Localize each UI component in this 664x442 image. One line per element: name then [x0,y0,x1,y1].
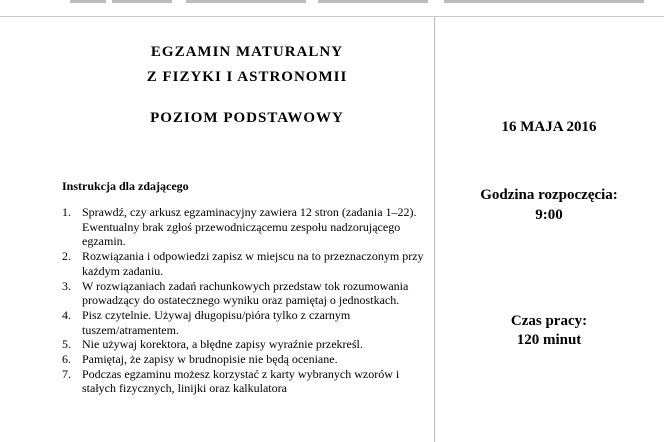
top-strip-segment [444,0,644,3]
item-number: 3. [62,278,71,293]
exam-date: 16 MAJA 2016 [501,119,597,135]
start-time-value: 9:00 [535,207,563,223]
top-strip-segment [112,0,172,3]
item-number: 1. [62,205,71,219]
list-item [62,205,434,249]
work-time-value: 120 minut [516,332,582,348]
top-border-strip [0,0,664,17]
item-text: Sprawdź, czy arkusz egzaminacyjny zawiera 12 stron (zadania 1–22). Ewentualny brak zgłoś przewodniczącemu zespołu nadzorującego egzamin. [82,205,417,249]
list-item [62,279,434,308]
item-number: 7. [62,366,71,381]
instructions-heading: Instrukcja dla zdającego [62,179,189,193]
exam-title-line2: Z FIZYKI I ASTRONOMII [146,69,348,85]
item-text: Pamiętaj, że zapisy w brudnopisie nie będą oceniane. [82,352,338,367]
list-item [62,367,434,396]
item-number: 6. [62,352,71,367]
item-text: Podczas egzaminu możesz korzystać z karty wybranych wzorów i stałych fizycznych, linijki oraz kalkulatora [82,366,400,396]
item-text: W rozwiązaniach zadań rachunkowych przedstaw tok rozumowania prowadzący do ostatecznego wyniku oraz pamiętaj o jednostkach. [82,278,409,308]
list-item [62,308,434,337]
start-time-label: Godzina rozpoczęcia: [480,187,618,203]
top-strip-segment [186,0,306,3]
item-text: Pisz czytelnie. Używaj długopisu/pióra tylko z czarnym tuszem/atramentem. [82,307,351,337]
list-item [62,352,434,367]
exam-level: POZIOM PODSTAWOWY [150,110,344,126]
top-strip-segment [70,0,106,3]
item-number: 4. [62,307,71,322]
item-text: Rozwiązania i odpowiedzi zapisz w miejscu na to przeznaczonym przy każdym zadaniu. [82,249,424,278]
item-number: 2. [62,249,71,264]
list-item [62,337,434,352]
item-text: Nie używaj korektora, a błędne zapisy wyraźnie przekreśl. [82,337,363,352]
list-item [62,249,434,278]
top-strip-segment [318,0,428,3]
work-time-label: Czas pracy: [510,313,588,329]
item-number: 5. [62,337,71,352]
instructions-list [62,205,434,396]
column-divider [434,16,435,442]
exam-title-line1: EGZAMIN MATURALNY [150,44,344,60]
